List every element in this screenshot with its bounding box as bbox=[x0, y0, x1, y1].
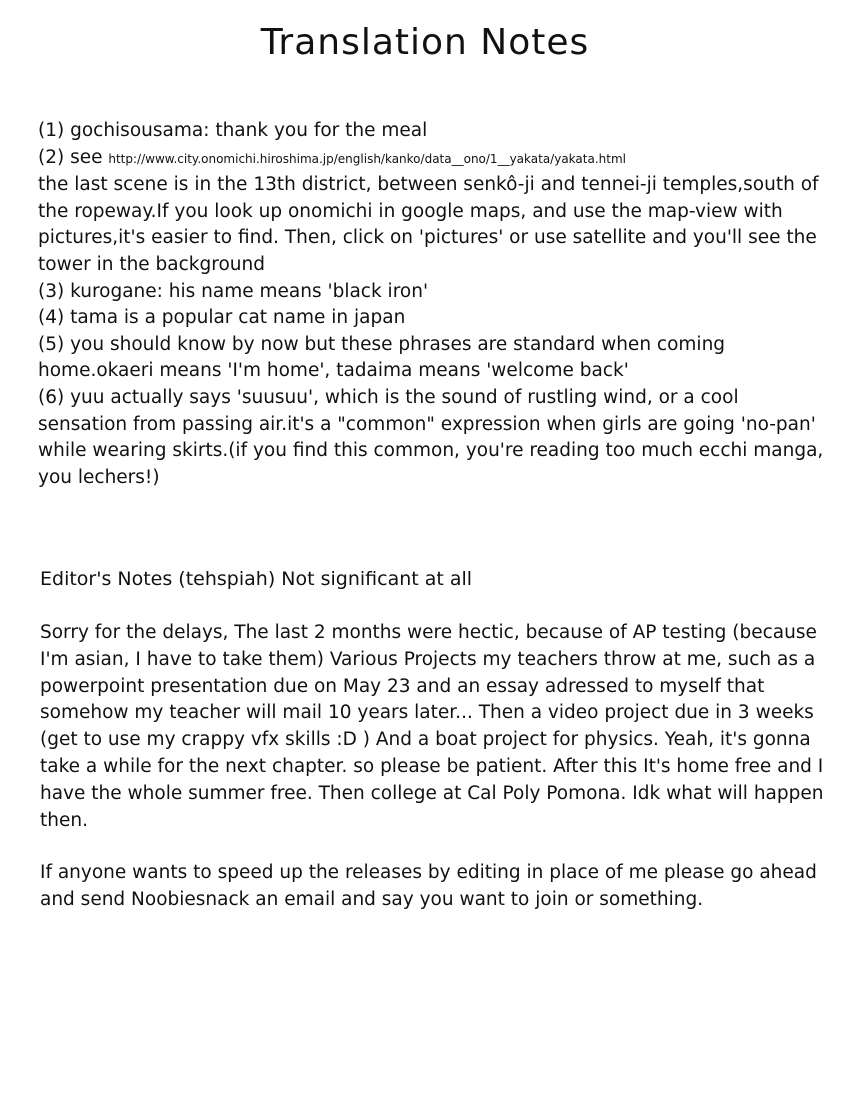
note-2-url: http://www.city.onomichi.hiroshima.jp/english/kanko/data__ono/1__yakata/yakata.html bbox=[108, 151, 626, 166]
note-2-prefix: (2) see bbox=[38, 146, 109, 168]
page-title: Translation Notes bbox=[260, 22, 590, 63]
note-3: (3) kurogane: his name means 'black iron' bbox=[38, 280, 429, 302]
editor-paragraph-1: Sorry for the delays, The last 2 months were hectic, because of AP testing (because I'm asian, I have to take them) Various Projects my teachers throw at me, such as a powerpoint presentation due on May 23 and an essay adressed to myself that somehow my teacher will mail 10 years later... Then a video project due in 3 weeks (get to use my crappy vfx skills :D ) And a boat project for physics. Yeah, it's gonna take a while for the next chapter. so please be patient. After this It's home free and I have the whole summer free. Then college at Cal Poly Pomona. Idk what will happen then. bbox=[40, 622, 824, 831]
translation-notes bbox=[38, 118, 828, 491]
editor-paragraph-2: If anyone wants to speed up the releases by editing in place of me please go ahead and send Noobiesnack an email and say you want to join or something. bbox=[40, 862, 817, 911]
note-6: (6) yuu actually says 'suusuu', which is the sound of rustling wind, or a cool sensation from passing air.it's a "common" expression when girls are going 'no-pan' while wearing skirts.(if you find this common, you're reading too much ecchi manga, you lechers!) bbox=[38, 386, 824, 488]
note-5: (5) you should know by now but these phrases are standard when coming home.okaeri means 'I'm home', tadaima means 'welcome back' bbox=[38, 333, 726, 382]
editor-notes-body bbox=[40, 620, 830, 914]
paragraph-gap bbox=[40, 834, 830, 860]
editor-notes-heading: Editor's Notes (tehspiah) Not significant at all bbox=[40, 568, 473, 590]
note-2-body: the last scene is in the 13th district, between senkô-ji and tennei-ji temples,south of the ropeway.If you look up onomichi in google maps, and use the map-view with pictures,it's easier to find. Then, click on 'pictures' or use satellite and you'll see the tower in the background bbox=[38, 174, 819, 275]
note-4: (4) tama is a popular cat name in japan bbox=[38, 307, 406, 329]
note-2 bbox=[38, 145, 828, 173]
note-1: (1) gochisousama: thank you for the meal bbox=[38, 120, 428, 141]
